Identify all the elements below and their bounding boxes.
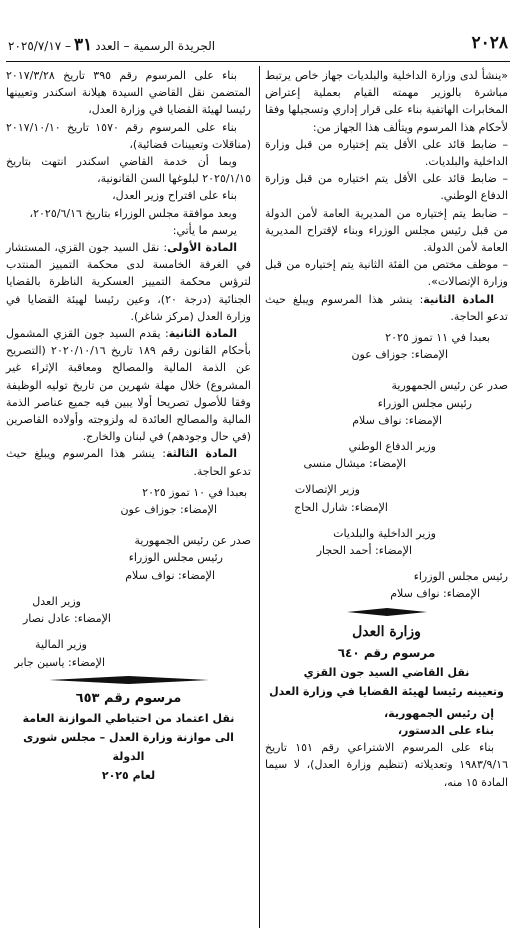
issued-from-president: صدر عن رئيس الجمهورية: [391, 379, 508, 393]
justice-minister-title: وزير العدل: [32, 594, 81, 608]
signature-pm: الإمضاء: نواف سلام: [125, 568, 215, 582]
left-column: [6, 67, 251, 785]
date-line: بعبدا في ١٠ تموز ٢٠٢٥: [142, 485, 247, 499]
article-label: المادة الثالثة: [165, 447, 237, 461]
preamble-line: بناء على المرسوم رقم ١٥٧٠ تاريخ ٢٠١٧/١٠/١٠ (مناقلات وتعيينات قضائية)،: [6, 120, 251, 151]
article-text: : ينشر هذا المرسوم ويبلغ حيث تدعو الحاجة.: [265, 292, 508, 323]
page-header: [6, 34, 510, 62]
issue-date: – ٢٠٢٥/٧/١٧: [8, 39, 72, 53]
issued-from-president: صدر عن رئيس الجمهورية: [134, 534, 251, 548]
pm-title: رئيس مجلس الوزراء: [377, 396, 472, 410]
signature-telecom: الإمضاء: شارل الحاج: [294, 500, 388, 514]
pm-title-2: رئيس مجلس الوزراء: [413, 570, 508, 584]
preamble-line: وبما أن خدمة القاضي اسكندر انتهت بتاريخ ٢٠٢٥/١/١٥ لبلوغها السن القانونية،: [6, 155, 251, 186]
article-two: [6, 325, 251, 445]
decree-text-intro: «ينشأ لدى وزارة الداخلية والبلديات جهاز خاص يرتبط مباشرة بالوزير مهمته القيام بعملية إعتراض المخابرات الهاتفية بناء على قرار إداري وتسجيلها وفقا لأحكام هذا المرسوم ويتألف هذا الجهاز من:: [265, 69, 508, 134]
article-two: [265, 291, 508, 325]
issue-number: ٣١: [74, 35, 93, 55]
preamble-line: وبعد موافقة مجلس الوزراء بتاريخ ٢٠٢٥/٦/١٦،: [29, 206, 237, 220]
signature-justice: الإمضاء: عادل نصار: [22, 612, 111, 626]
decree-title: مرسوم رقم ٦٤٠: [337, 645, 436, 660]
list-item: – موظف مختص من الفئة الثانية يتم إختياره من قبل وزارة الإتصالات».: [265, 258, 508, 289]
preamble-line: بناء على المرسوم رقم ٣٩٥ تاريخ ٢٠١٧/٣/٢٨ المتضمن نقل القاضي السيدة هيلانة اسكندر وتعيينها رئيسا لهيئة القضايا في وزارة العدل،: [6, 69, 251, 117]
signature-finance: الإمضاء: ياسين جابر: [14, 655, 105, 669]
article-text: : يقدم السيد جون القزي المشمول بأحكام القانون رقم ١٨٩ تاريخ ٢٠٢٠/١٠/١٦ (التصريح عن الذمة المالية والمصالح ومعاقبة الإثراء غير المشروع) خلال مهلة شهرين من تاريخ توليه الوظيفة وفقا للأصول تصريحا أولا يبين فيه جميع عناصر الذمة المالية والمصالح العائدة له ولزوجته وأولاده القاصرين (في حال وجودهم) في لبنان والخارج.: [6, 327, 251, 444]
article-label: المادة الثانية: [168, 327, 237, 341]
telecom-minister-title: وزير الإتصالات: [294, 483, 360, 497]
section-divider: [265, 607, 508, 617]
decree-subject: لعام ٢٠٢٥: [101, 768, 156, 782]
right-column: [265, 67, 508, 791]
list-item: – ضابط يتم إختياره من المديرية العامة لأمن الدولة من قبل رئيس مجلس الوزراء وبناء لإقتراح المديرية العامة لأمن الدولة.: [265, 206, 508, 255]
gazette-prefix: الجريدة الرسمية – العدد: [95, 39, 216, 53]
decree-subject: نقل القاضي السيد جون القزي: [303, 665, 470, 679]
column-divider: [259, 66, 260, 928]
preamble-line: بناء على الدستور،: [397, 723, 494, 737]
decree-subject: نقل اعتماد من احتياطي الموازنة العامة: [22, 711, 235, 725]
signature-interior: الإمضاء: أحمد الحجار: [316, 544, 412, 558]
section-divider: [6, 675, 251, 685]
article-label: المادة الثانية: [423, 292, 494, 306]
signature-president: الإمضاء: جوزاف عون: [120, 503, 217, 517]
decree-title: مرسوم رقم ٦٥٣: [75, 690, 182, 706]
article-three: [6, 445, 251, 479]
article-one: [6, 239, 251, 325]
list-item: – ضابط قائد على الأقل يتم اختياره من قبل وزارة الدفاع الوطني.: [265, 172, 508, 203]
article-text: : نقل السيد جون القزي، المستشار في الغرفة الخامسة لدى محكمة التمييز المنتدب لترؤس محكمة التمييز العسكرية الناظرة بالقضايا الجنائية (درجة ٢٠)، وعين رئيسا لهيئة القضايا في وزارة العدل (مركز شاغر).: [6, 241, 251, 323]
page-number: ٢٠٢٨: [471, 33, 508, 53]
article-text: : ينشر هذا المرسوم ويبلغ حيث تدعو الحاجة.: [6, 447, 251, 478]
preamble-line: يرسم ما يأتي:: [172, 223, 237, 237]
preamble-line: بناء على المرسوم الاشتراعي رقم ١٥١ تاريخ ١٩٨٣/٩/١٦ وتعديلاته (تنظيم وزارة العدل)، لا سيما المادة ١٥ منه،: [265, 741, 508, 789]
signature-pm-2: الإمضاء: نواف سلام: [390, 587, 480, 601]
signature-defense: الإمضاء: ميشال منسى: [303, 457, 406, 471]
list-item: – ضابط قائد على الأقل يتم إختياره من قبل وزارة الداخلية والبلديات.: [265, 137, 508, 169]
decree-subject: الى موازنة وزارة العدل – مجلس شورى الدولة: [23, 730, 234, 763]
signature-president: الإمضاء: جوزاف عون: [351, 348, 448, 362]
defense-minister-title: وزير الدفاع الوطني: [348, 440, 436, 454]
article-label: المادة الأولى: [167, 241, 237, 255]
preamble-line: إن رئيس الجمهورية،: [384, 706, 494, 720]
pm-title: رئيس مجلس الوزراء: [128, 551, 223, 565]
signature-pm: الإمضاء: نواف سلام: [352, 413, 442, 427]
preamble-line: بناء على اقتراح وزير العدل،: [112, 189, 237, 203]
decree-subject: وتعيينه رئيسا لهيئة القضايا في وزارة العدل: [269, 684, 504, 698]
gazette-title: [8, 37, 215, 55]
date-line: بعبدا في ١١ تموز ٢٠٢٥: [385, 331, 490, 345]
finance-minister-title: وزير المالية: [35, 638, 87, 652]
ministry-heading: وزارة العدل: [352, 623, 421, 640]
interior-minister-title: وزير الداخلية والبلديات: [333, 526, 436, 540]
